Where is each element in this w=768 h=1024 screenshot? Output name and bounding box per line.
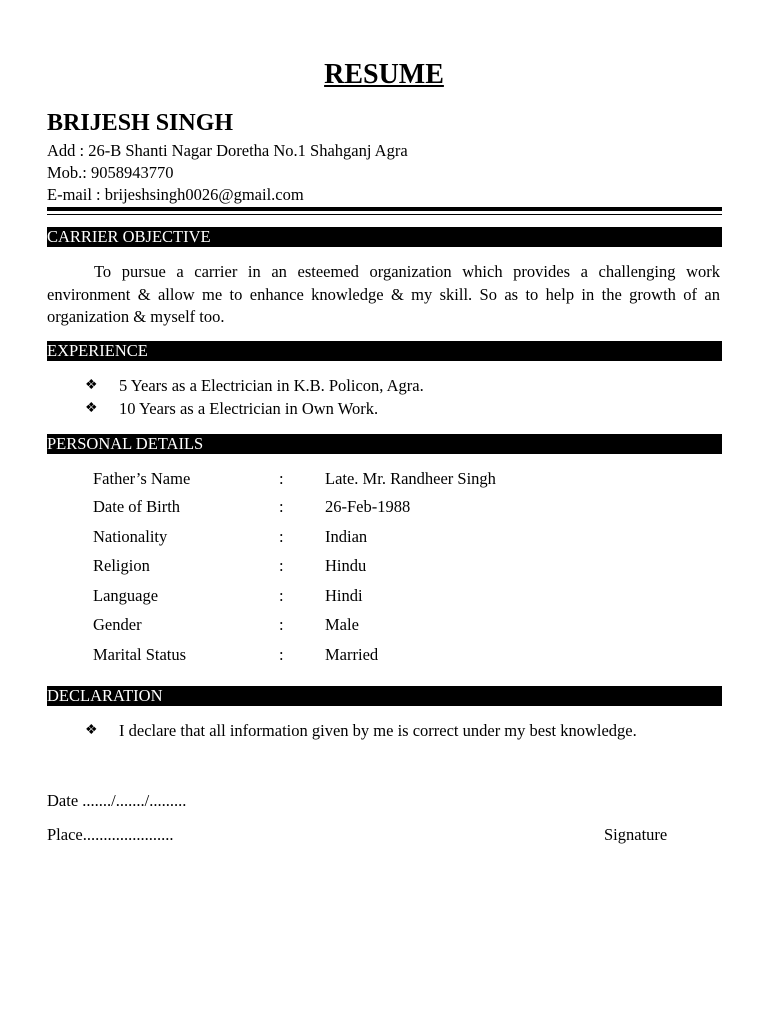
list-item <box>0 398 768 420</box>
experience-item: 5 Years as a Electrician in K.B. Policon, Agra. <box>119 376 424 395</box>
personal-value: 26-Feb-1988 <box>325 497 411 516</box>
personal-label: Marital Status <box>93 645 187 664</box>
personal-value: Male <box>325 615 359 634</box>
personal-separator: : <box>279 556 284 575</box>
signature-label: Signature <box>604 825 668 844</box>
section-heading-objective: CARRIER OBJECTIVE <box>47 227 722 247</box>
personal-separator: : <box>279 497 284 516</box>
place-field: Place...................... <box>47 825 174 844</box>
personal-separator: : <box>279 586 284 605</box>
list-item <box>0 375 768 397</box>
personal-value: Hindu <box>325 556 367 575</box>
personal-label: Religion <box>93 556 150 575</box>
personal-value: Indian <box>325 527 368 546</box>
section-heading-declaration: DECLARATION <box>47 686 722 706</box>
resume-title: RESUME <box>324 59 444 90</box>
personal-value: Married <box>325 645 379 664</box>
bullet-diamond-icon: ❖ <box>85 401 98 416</box>
personal-label: Language <box>93 586 159 605</box>
section-heading-personal: PERSONAL DETAILS <box>47 434 722 454</box>
personal-separator: : <box>279 469 284 488</box>
personal-label: Nationality <box>93 527 168 546</box>
experience-item: 10 Years as a Electrician in Own Work. <box>119 399 379 418</box>
personal-value: Hindi <box>325 586 363 605</box>
email-line: E-mail : brijeshsingh0026@gmail.com <box>47 185 304 204</box>
mobile-line: Mob.: 9058943770 <box>47 163 174 182</box>
personal-separator: : <box>279 645 284 664</box>
personal-separator: : <box>279 527 284 546</box>
personal-label: Gender <box>93 615 142 634</box>
date-field: Date ......./......./......... <box>47 791 187 810</box>
section-heading-experience: EXPERIENCE <box>47 341 722 361</box>
bullet-diamond-icon: ❖ <box>85 378 98 393</box>
address-line: Add : 26-B Shanti Nagar Doretha No.1 Shahganj Agra <box>47 141 408 160</box>
list-item <box>0 720 768 742</box>
candidate-name: BRIJESH SINGH <box>47 110 234 136</box>
objective-paragraph: To pursue a carrier in an esteemed organization which provides a challenging work environment & allow me to enhance knowledge & my skill. So as to help in the growth of an organization & myself too. <box>47 262 720 326</box>
header-divider-thin <box>47 214 722 215</box>
personal-separator: : <box>279 615 284 634</box>
personal-value: Late. Mr. Randheer Singh <box>325 469 496 488</box>
personal-label: Date of Birth <box>93 497 181 516</box>
bullet-diamond-icon: ❖ <box>85 723 98 738</box>
personal-label: Father’s Name <box>93 469 191 488</box>
declaration-text: I declare that all information given by me is correct under my best knowledge. <box>119 721 637 740</box>
header-divider-thick <box>47 207 722 211</box>
